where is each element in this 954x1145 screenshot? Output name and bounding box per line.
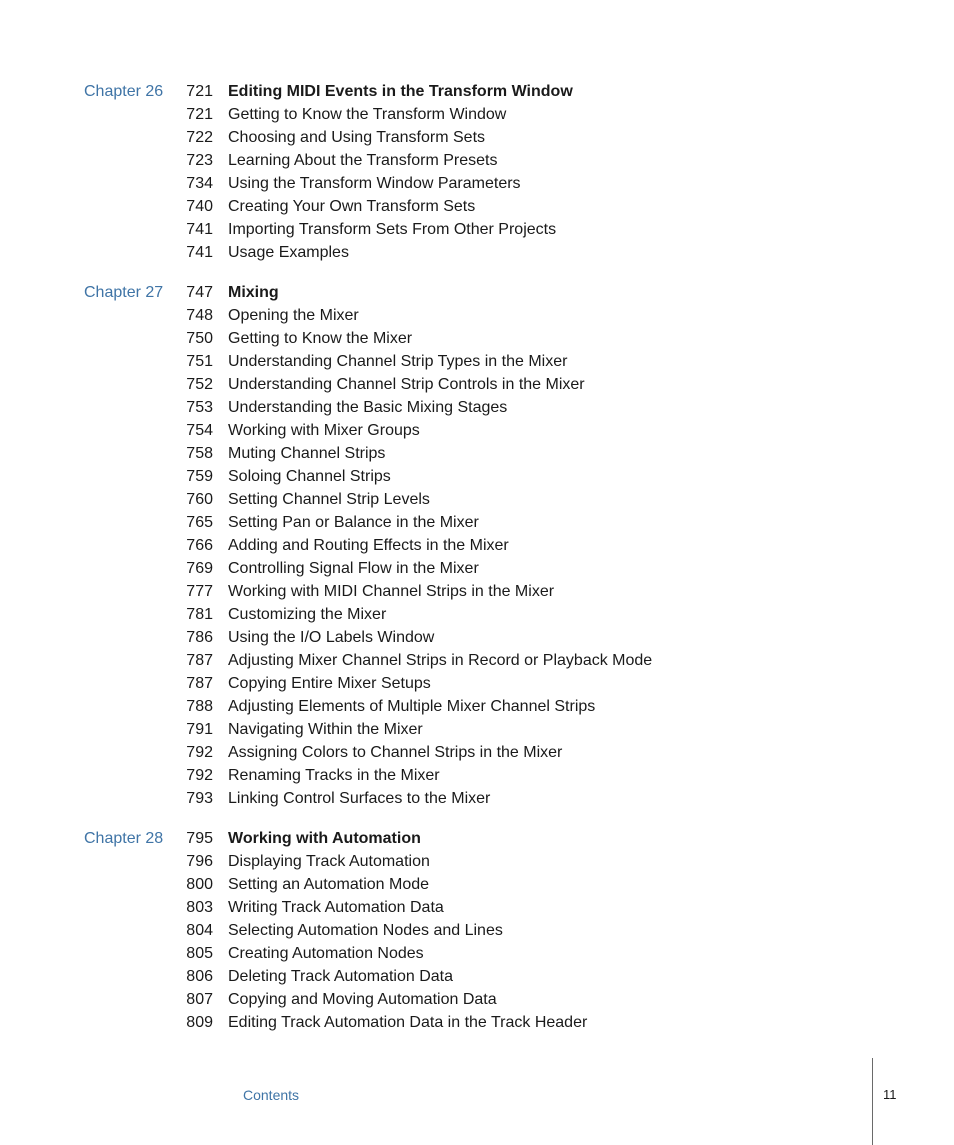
page-number: 804 xyxy=(186,922,213,939)
page-number: 803 xyxy=(186,899,213,916)
toc-entry[interactable] xyxy=(0,718,954,741)
page-number: 750 xyxy=(186,330,213,347)
toc-entry[interactable] xyxy=(0,873,954,896)
entry-title: Understanding Channel Strip Types in the Mixer xyxy=(228,353,568,370)
toc-entry[interactable] xyxy=(0,218,954,241)
chapter-entries xyxy=(0,80,954,264)
entry-title: Creating Automation Nodes xyxy=(228,945,424,962)
entry-title: Writing Track Automation Data xyxy=(228,899,444,916)
page-number: 760 xyxy=(186,491,213,508)
page-number: 752 xyxy=(186,376,213,393)
toc-entry[interactable] xyxy=(0,1011,954,1034)
page-number: 747 xyxy=(186,284,213,301)
entry-title: Understanding the Basic Mixing Stages xyxy=(228,399,508,416)
chapter-28 xyxy=(0,827,954,1034)
page-number: 741 xyxy=(186,221,213,238)
entry-title: Editing MIDI Events in the Transform Window xyxy=(228,83,573,100)
toc-entry[interactable] xyxy=(0,419,954,442)
entry-title: Using the I/O Labels Window xyxy=(228,629,435,646)
toc-entry[interactable] xyxy=(0,126,954,149)
page-number: 758 xyxy=(186,445,213,462)
entry-title: Getting to Know the Transform Window xyxy=(228,106,507,123)
entry-title: Adding and Routing Effects in the Mixer xyxy=(228,537,509,554)
toc-entry[interactable] xyxy=(0,603,954,626)
page-number: 787 xyxy=(186,652,213,669)
page-number: 781 xyxy=(186,606,213,623)
page-number: 723 xyxy=(186,152,213,169)
page-number: 759 xyxy=(186,468,213,485)
entry-title: Using the Transform Window Parameters xyxy=(228,175,521,192)
entry-title: Importing Transform Sets From Other Projects xyxy=(228,221,557,238)
page-number: 787 xyxy=(186,675,213,692)
toc-entry[interactable] xyxy=(0,580,954,603)
chapter-entries xyxy=(0,827,954,1034)
toc-entry[interactable] xyxy=(0,241,954,264)
toc-entry[interactable] xyxy=(0,557,954,580)
page-number: 805 xyxy=(186,945,213,962)
entry-title: Adjusting Mixer Channel Strips in Record or Playback Mode xyxy=(228,652,653,669)
entry-title: Working with Automation xyxy=(228,830,421,847)
entry-title: Setting Pan or Balance in the Mixer xyxy=(228,514,479,531)
toc-entry[interactable] xyxy=(0,534,954,557)
entry-title: Usage Examples xyxy=(228,244,349,261)
page-number: 754 xyxy=(186,422,213,439)
chapter-entries xyxy=(0,281,954,810)
page-number: 791 xyxy=(186,721,213,738)
toc-entry[interactable] xyxy=(0,373,954,396)
entry-title: Working with MIDI Channel Strips in the Mixer xyxy=(228,583,555,600)
toc-entry[interactable] xyxy=(0,764,954,787)
page-number: 734 xyxy=(186,175,213,192)
entry-title: Understanding Channel Strip Controls in the Mixer xyxy=(228,376,585,393)
toc-entry[interactable] xyxy=(0,988,954,1011)
page-number: 809 xyxy=(186,1014,213,1031)
chapter-label: Chapter 27 xyxy=(84,284,164,301)
entry-title: Deleting Track Automation Data xyxy=(228,968,454,985)
toc-entry[interactable] xyxy=(0,488,954,511)
page-number: 807 xyxy=(186,991,213,1008)
page-number: 793 xyxy=(186,790,213,807)
toc-entry[interactable] xyxy=(0,511,954,534)
page-number: 788 xyxy=(186,698,213,715)
footer-section-label: Contents xyxy=(243,1087,300,1103)
toc-entry[interactable] xyxy=(0,896,954,919)
entry-title: Choosing and Using Transform Sets xyxy=(228,129,486,146)
page-number: 800 xyxy=(186,876,213,893)
entry-title: Setting an Automation Mode xyxy=(228,876,430,893)
table-of-contents xyxy=(0,80,954,1051)
entry-title: Opening the Mixer xyxy=(228,307,359,324)
entry-title: Navigating Within the Mixer xyxy=(228,721,423,738)
entry-title: Mixing xyxy=(228,284,279,301)
entry-title: Creating Your Own Transform Sets xyxy=(228,198,476,215)
page-number: 796 xyxy=(186,853,213,870)
chapter-label: Chapter 28 xyxy=(84,830,164,847)
footer-divider xyxy=(872,1058,873,1145)
entry-title: Selecting Automation Nodes and Lines xyxy=(228,922,503,939)
entry-title: Muting Channel Strips xyxy=(228,445,386,462)
page-number: 740 xyxy=(186,198,213,215)
toc-entry[interactable] xyxy=(0,649,954,672)
page-number: 748 xyxy=(186,307,213,324)
page-number: 792 xyxy=(186,744,213,761)
toc-entry[interactable] xyxy=(0,787,954,810)
entry-title: Displaying Track Automation xyxy=(228,853,430,870)
toc-entry[interactable] xyxy=(0,195,954,218)
entry-title: Soloing Channel Strips xyxy=(228,468,391,485)
entry-title: Adjusting Elements of Multiple Mixer Channel Strips xyxy=(228,698,596,715)
page-number: 721 xyxy=(186,83,213,100)
toc-entry[interactable] xyxy=(0,695,954,718)
page-number: 741 xyxy=(186,244,213,261)
toc-entry[interactable] xyxy=(0,103,954,126)
chapter-26 xyxy=(0,80,954,264)
page-number: 786 xyxy=(186,629,213,646)
page-number: 753 xyxy=(186,399,213,416)
page-number: 751 xyxy=(186,353,213,370)
page-number: 722 xyxy=(186,129,213,146)
entry-title: Getting to Know the Mixer xyxy=(228,330,413,347)
entry-title: Setting Channel Strip Levels xyxy=(228,491,430,508)
toc-entry[interactable] xyxy=(0,304,954,327)
toc-entry[interactable] xyxy=(0,741,954,764)
page-number: 769 xyxy=(186,560,213,577)
page-number: 795 xyxy=(186,830,213,847)
toc-entry[interactable] xyxy=(0,442,954,465)
toc-entry[interactable] xyxy=(0,350,954,373)
page-number: 777 xyxy=(186,583,213,600)
toc-entry[interactable] xyxy=(0,172,954,195)
page-number: 806 xyxy=(186,968,213,985)
page-number: 721 xyxy=(186,106,213,123)
entry-title: Working with Mixer Groups xyxy=(228,422,420,439)
toc-entry[interactable] xyxy=(0,327,954,350)
toc-entry[interactable] xyxy=(0,919,954,942)
entry-title: Linking Control Surfaces to the Mixer xyxy=(228,790,491,807)
entry-title: Controlling Signal Flow in the Mixer xyxy=(228,560,479,577)
entry-title: Editing Track Automation Data in the Track Header xyxy=(228,1014,588,1031)
footer-page-number: 11 xyxy=(883,1087,897,1102)
entry-title: Customizing the Mixer xyxy=(228,606,387,623)
chapter-27 xyxy=(0,281,954,810)
entry-title: Renaming Tracks in the Mixer xyxy=(228,767,440,784)
page-number: 792 xyxy=(186,767,213,784)
toc-entry[interactable] xyxy=(0,396,954,419)
toc-entry[interactable] xyxy=(0,465,954,488)
entry-title: Copying Entire Mixer Setups xyxy=(228,675,431,692)
toc-entry[interactable] xyxy=(0,850,954,873)
entry-title: Learning About the Transform Presets xyxy=(228,152,498,169)
page-number: 765 xyxy=(186,514,213,531)
toc-entry[interactable] xyxy=(0,672,954,695)
entry-title: Assigning Colors to Channel Strips in the Mixer xyxy=(228,744,563,761)
entry-title: Copying and Moving Automation Data xyxy=(228,991,497,1008)
toc-entry[interactable] xyxy=(0,942,954,965)
toc-entry[interactable] xyxy=(0,149,954,172)
chapter-label: Chapter 26 xyxy=(84,83,164,100)
page-number: 766 xyxy=(186,537,213,554)
toc-entry[interactable] xyxy=(0,626,954,649)
toc-entry[interactable] xyxy=(0,965,954,988)
